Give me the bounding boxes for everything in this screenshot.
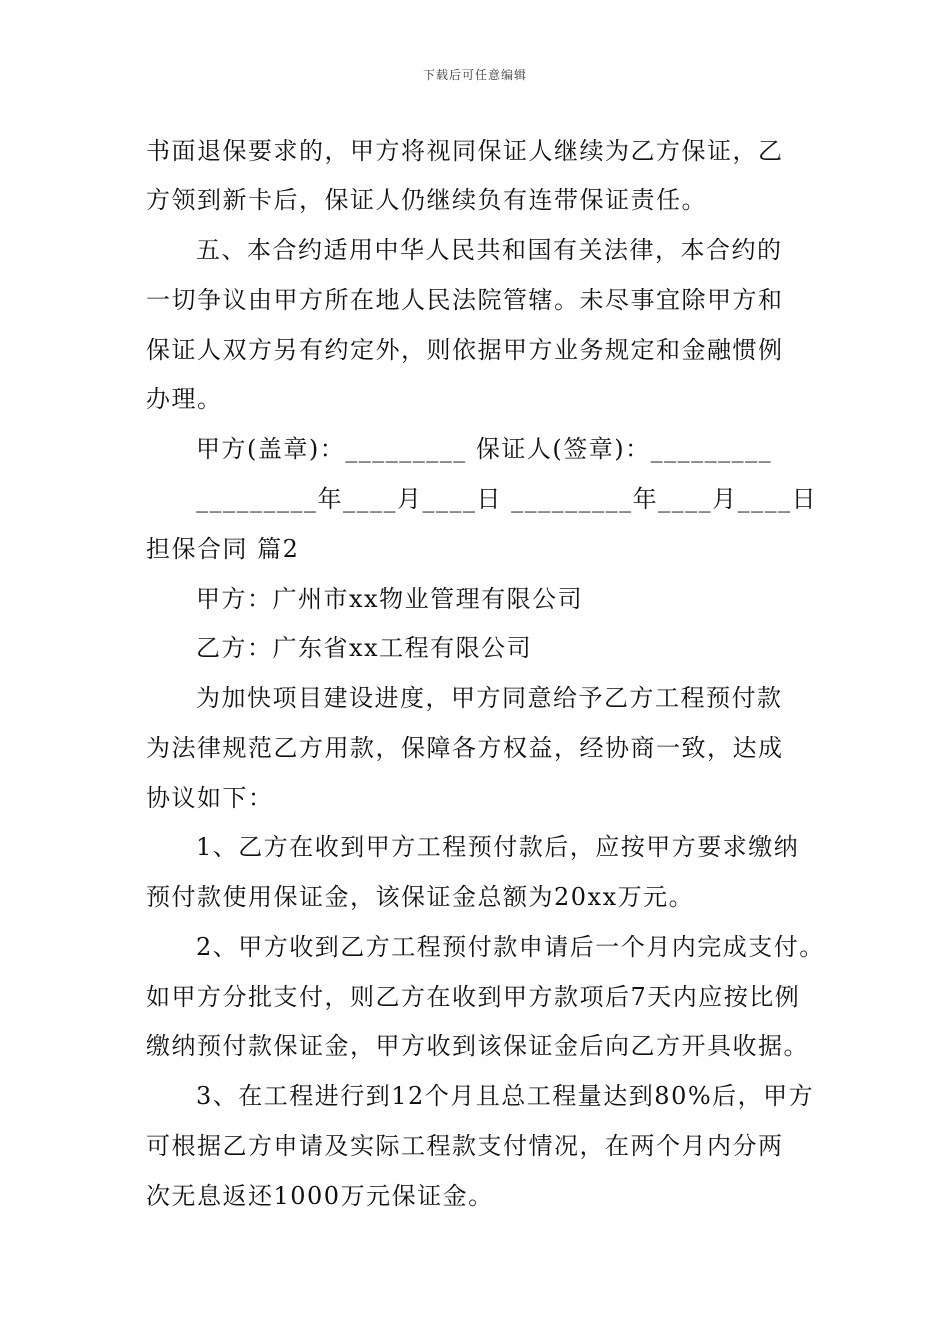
page-header: 下载后可任意编辑 bbox=[422, 68, 527, 82]
text-line: 保证人双方另有约定外，则依据甲方业务规定和金融惯例 bbox=[146, 336, 784, 364]
text-line: 方领到新卡后，保证人仍继续负有连带保证责任。 bbox=[146, 186, 707, 214]
text-line: 办理。 bbox=[146, 385, 223, 413]
text-line: 如甲方分批支付，则乙方在收到甲方款项后7天内应按比例 bbox=[146, 983, 801, 1011]
clause-line: 3、在工程进行到12个月且总工程量达到80%后，甲方 bbox=[196, 1082, 815, 1110]
text-line: 一切争议由甲方所在地人民法院管辖。未尽事宜除甲方和 bbox=[146, 286, 784, 314]
clause-line: 1、乙方在收到甲方工程预付款后，应按甲方要求缴纳 bbox=[196, 833, 800, 861]
text-line: 次无息返还1000万元保证金。 bbox=[146, 1182, 494, 1210]
signature-line: 甲方(盖章)：_________ 保证人(签章)：_________ bbox=[196, 435, 773, 463]
text-line: 为加快项目建设进度，甲方同意给予乙方工程预付款 bbox=[196, 684, 783, 712]
text-line: 五、本合约适用中华人民共和国有关法律，本合约的 bbox=[196, 236, 783, 264]
text-line: 书面退保要求的，甲方将视同保证人继续为乙方保证，乙 bbox=[146, 137, 784, 165]
section-title: 担保合同 篇2 bbox=[146, 535, 300, 563]
text-line: 缴纳预付款保证金，甲方收到该保证金后向乙方开具收据。 bbox=[146, 1032, 809, 1060]
text-line: 可根据乙方申请及实际工程款支付情况，在两个月内分两 bbox=[146, 1132, 784, 1160]
date-line: _________年____月____日 _________年____月____日 bbox=[196, 485, 818, 513]
clause-line: 2、甲方收到乙方工程预付款申请后一个月内完成支付。 bbox=[196, 933, 825, 961]
text-line: 预付款使用保证金，该保证金总额为20xx万元。 bbox=[146, 883, 695, 911]
text-line: 为法律规范乙方用款，保障各方权益，经协商一致，达成 bbox=[146, 734, 784, 762]
party-a-line: 甲方：广州市xx物业管理有限公司 bbox=[196, 585, 584, 613]
party-b-line: 乙方：广东省xx工程有限公司 bbox=[196, 634, 533, 662]
text-line: 协议如下： bbox=[146, 784, 274, 812]
